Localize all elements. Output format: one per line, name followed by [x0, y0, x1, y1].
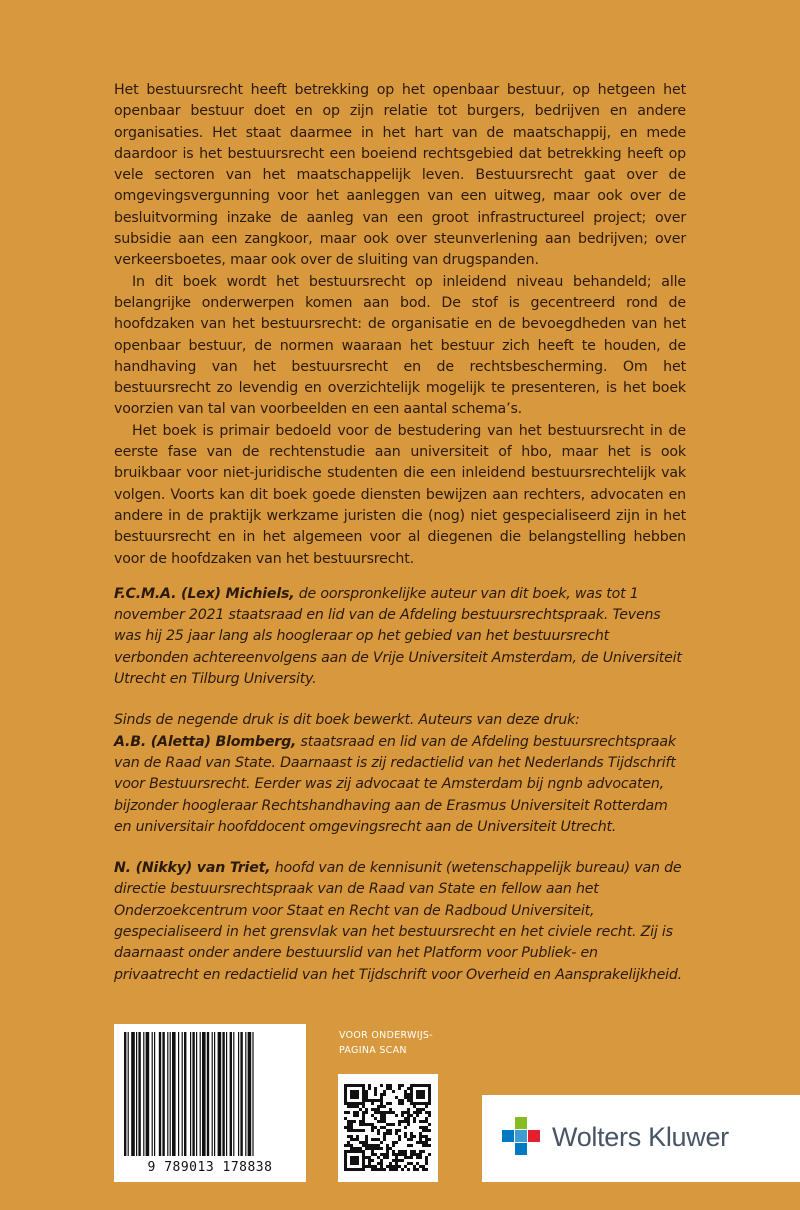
- edition-note: Sinds de negende druk is dit boek bewerkt. Auteurs van deze druk:: [114, 712, 580, 729]
- author-bio-michiels: [114, 584, 686, 690]
- author-name-blomberg: A.B. (Aletta) Blomberg,: [114, 733, 297, 750]
- description-paragraph-3: Het boek is primair bedoeld voor de bestudering van het bestuursrecht in de eerste fase van de rechtenstudie aan universiteit of hbo, maar het is ook bruikbaar voor niet-juridische studenten die een inleidend bestuursrechtelijk vak volgen. Voorts kan dit boek goede diensten bewijzen aan rechters, advocaten en andere in de praktijk werkzame juristen die (nog) niet gespecialiseerd zijn in het bestuursrecht en in het algemeen voor al diegenen die belangstelling hebben voor de hoofdzaken van het bestuursrecht.: [114, 422, 686, 567]
- author-name-michiels: F.C.M.A. (Lex) Michiels,: [114, 585, 295, 602]
- author-text-vantriet: hoofd van de kennisunit (wetenschappelijk bureau) van de directie bestuursrechtspraak van de Raad van State en fellow aan het Onderzoekcentrum voor Staat en Recht van de Radboud Universiteit, gespecialiseerd in het grensvlak van het bestuursrecht en het civiele recht. Zij is daarnaast onder andere bestuurslid van het Platform voor Publiek- en privaatrecht en redactielid van het Tijdschrift voor Overheid en Aansprakelijkheid.: [114, 860, 682, 983]
- qr-pattern: [338, 1074, 438, 1182]
- publisher-logo: [482, 1095, 800, 1182]
- qr-label: [339, 1028, 433, 1058]
- qr-label-line-2: PAGINA SCAN: [339, 1045, 407, 1056]
- author-bio-blomberg: [114, 732, 686, 838]
- author-name-vantriet: N. (Nikky) van Triet,: [114, 860, 271, 877]
- barcode-bars: [122, 1032, 298, 1158]
- qr-code[interactable]: [338, 1074, 438, 1182]
- publisher-name: Wolters Kluwer: [552, 1122, 729, 1152]
- wolters-kluwer-logo-icon: [500, 1115, 544, 1159]
- isbn-barcode: [114, 1024, 306, 1182]
- description-paragraph-1: Het bestuursrecht heeft betrekking op het openbaar bestuur, op hetgeen het openbaar bestuur doet en op zijn relatie tot burgers, bedrijven en andere organisaties. Het staat daarmee in het hart van de maatschappij, en mede daardoor is het bestuursrecht een boeiend rechtsgebied dat betrekking heeft op vele sectoren van het maatschappelijk leven. Bestuursrecht gaat over de omgevingsvergunning voor het aanleggen van een uitweg, maar ook over de besluitvorming inzake de aanleg van een groot infrastructureel project; over subsidie aan een zangkoor, maar ook over steunverlening aan bedrijven; over verkeersboetes, maar ook over de sluiting van drugspanden.: [114, 82, 686, 269]
- back-cover-text: [114, 80, 686, 986]
- barcode-digits: 9 789013 178838: [147, 1160, 273, 1175]
- author-text-michiels: de oorspronkelijke auteur van dit boek, was tot 1 november 2021 staatsraad en lid van de Afdeling bestuursrechtspraak. Tevens was hij 25 jaar lang als hoogleraar op het gebied van het bestuursrecht verbonden achtereenvolgens aan de Vrije Universiteit Amsterdam, de Universiteit Utrecht en Tilburg University.: [114, 585, 682, 688]
- author-bio-vantriet: [114, 858, 686, 986]
- description-paragraph-2: In dit boek wordt het bestuursrecht op inleidend niveau behandeld; alle belangrijke onderwerpen komen aan bod. De stof is gecentreerd rond de hoofdzaken van het bestuursrecht: de organisatie en de bevoegdheden van het openbaar bestuur, de normen waaraan het bestuur zich heeft te houden, de handhaving van het bestuursrecht en de rechtsbescherming. Om het bestuursrecht zo levendig en overzichtelijk mogelijk te presenteren, is het boek voorzien van tal van voorbeelden en een aantal schema’s.: [114, 273, 686, 418]
- author-text-blomberg: staatsraad en lid van de Afdeling bestuursrechtspraak van de Raad van State. Daarnaast is zij redactielid van het Nederlands Tijdschrift voor Bestuursrecht. Eerder was zij advocaat te Amsterdam bij ngnb advocaten, bijzonder hoogleraar Rechtshandhaving aan de Erasmus Universiteit Rotterdam en universitair hoofddocent omgevingsrecht aan de Universiteit Utrecht.: [114, 733, 676, 835]
- qr-label-line-1: VOOR ONDERWIJS-: [339, 1030, 433, 1041]
